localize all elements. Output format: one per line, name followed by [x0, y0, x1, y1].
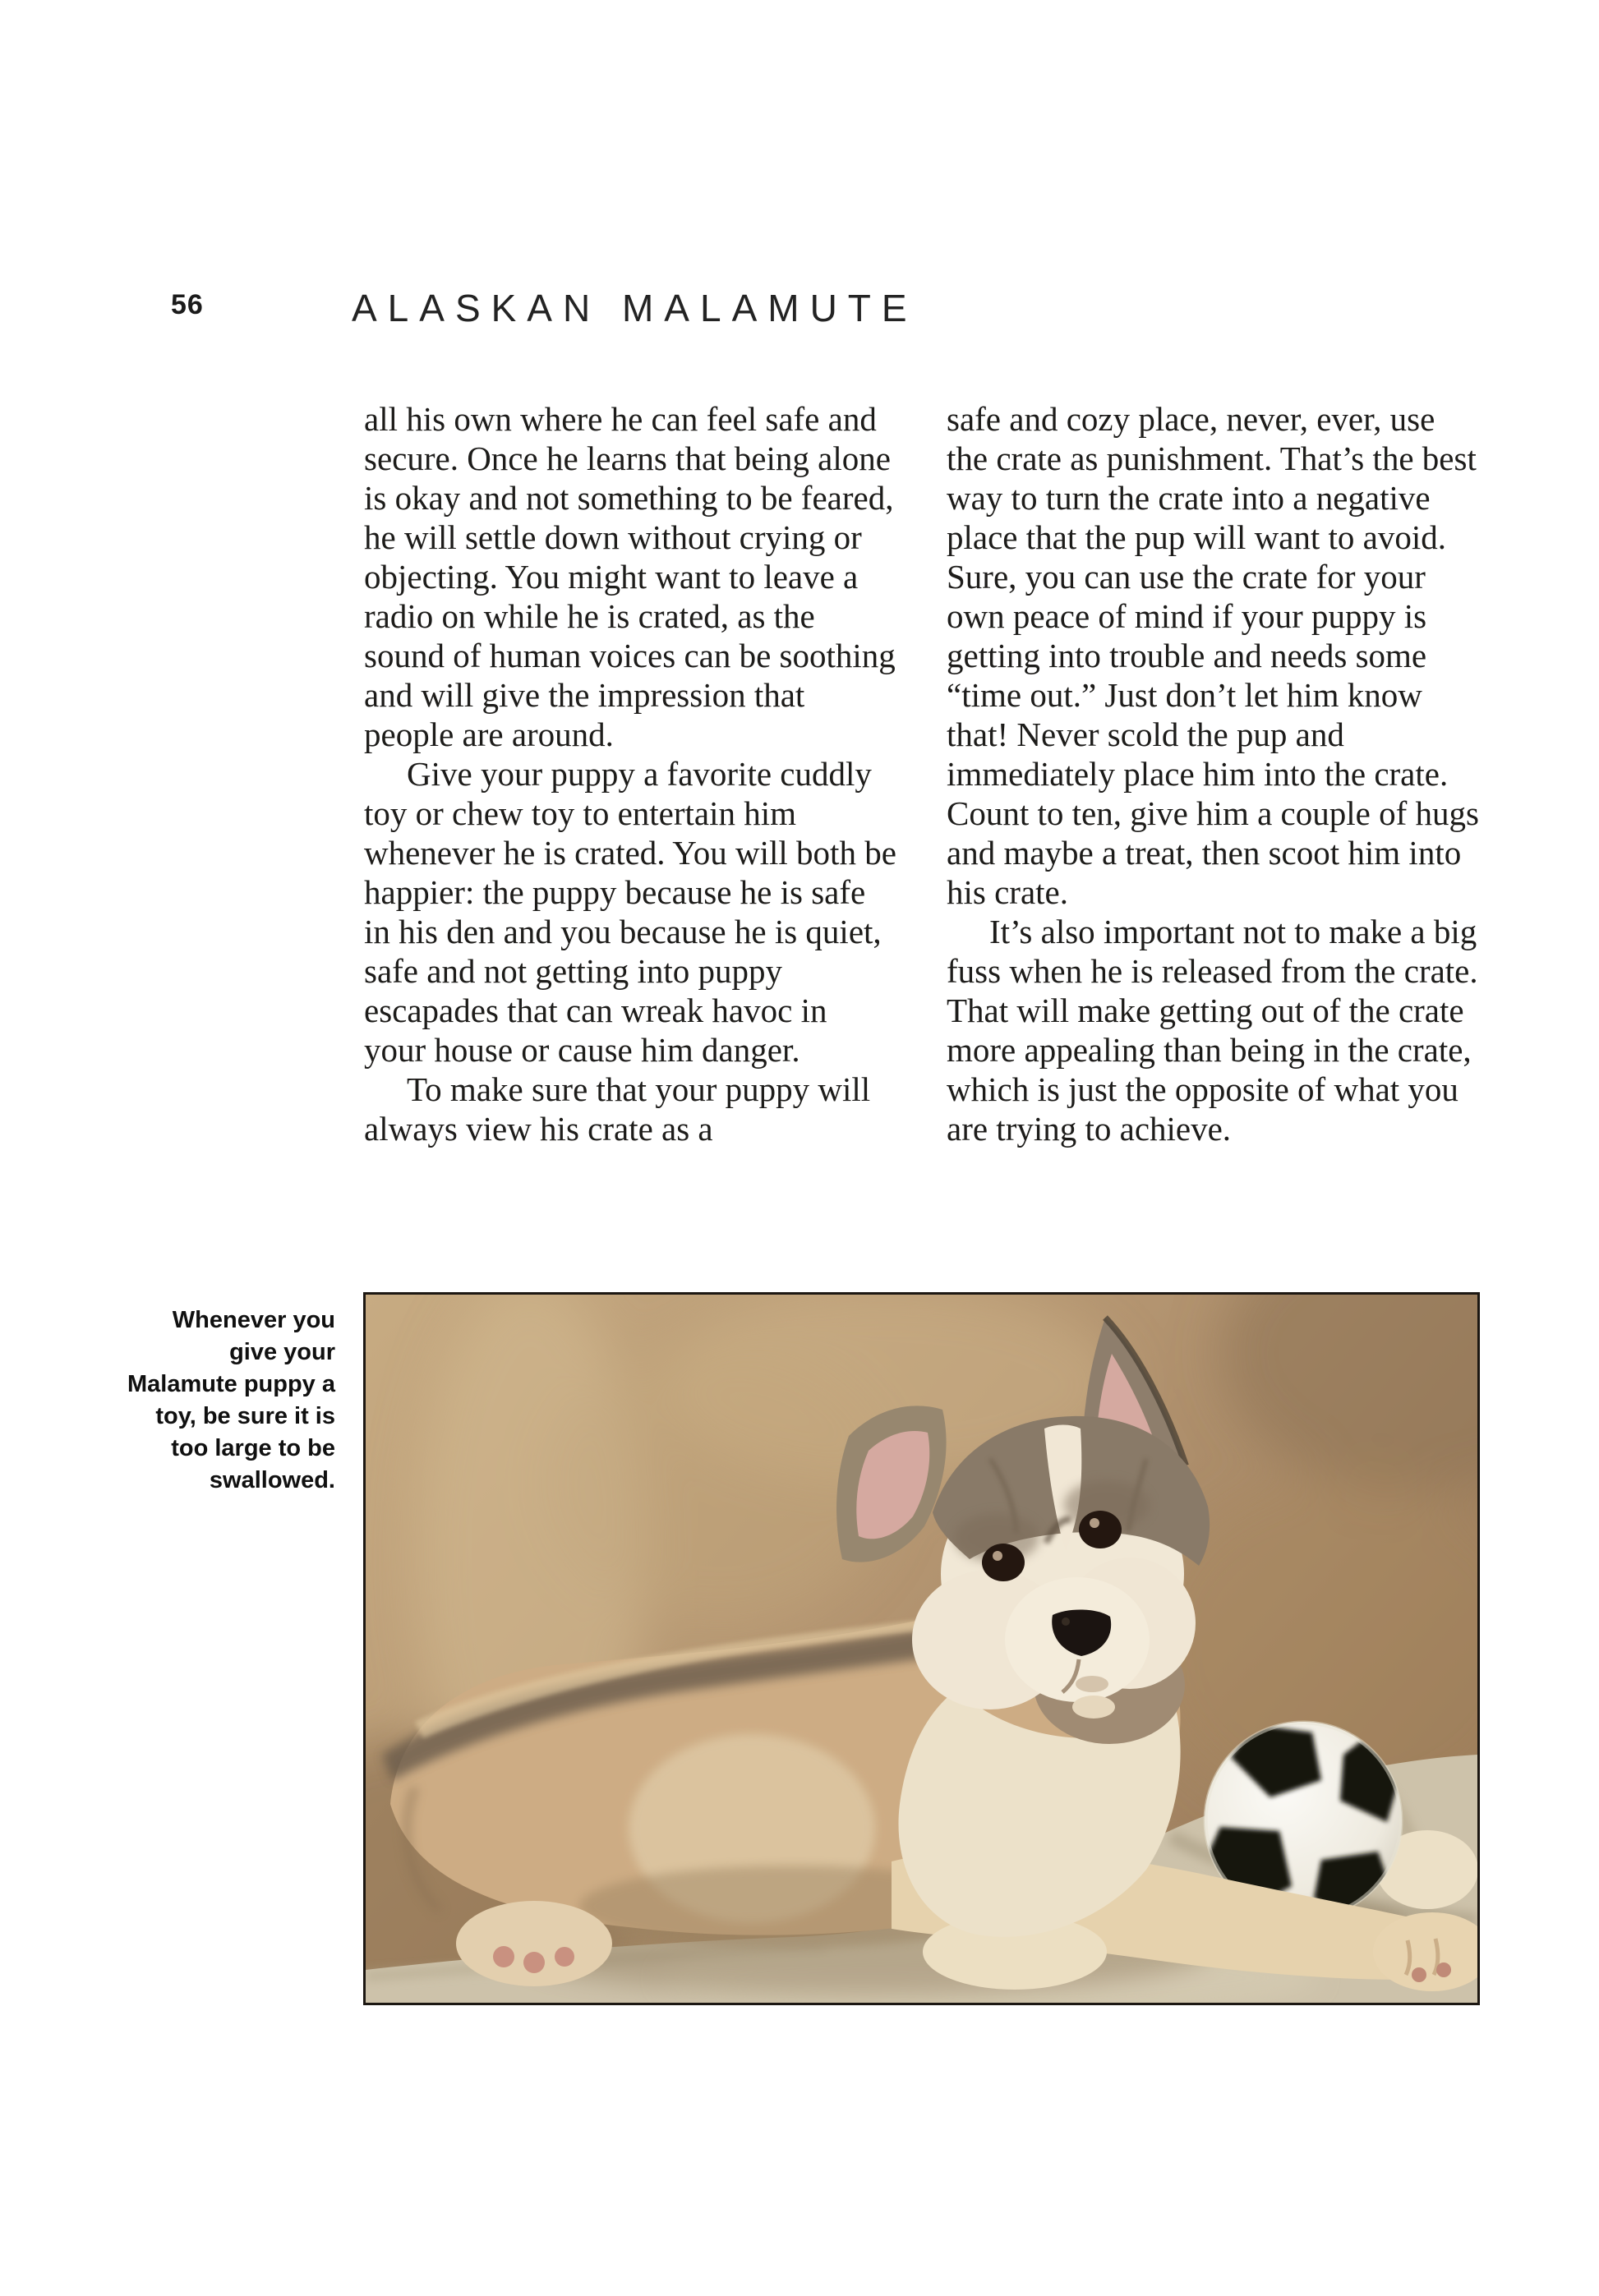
paragraph: To make sure that your puppy will always view his crate as a: [364, 1070, 871, 1148]
paragraph: safe and cozy place, never, ever, use the crate as punishment. That’s the best way to turn the crate into a negative place that the pup will want to avoid. Sure, you can use the crate for your own peace of mind if your puppy is getting into trouble and needs some “time out.” Just don’t let him know that! Never scold the pup and immediately place him into the crate. Count to ten, give him a couple of hugs and maybe a treat, then scoot him into his crate.: [947, 400, 1479, 911]
photo-caption: Whenever you give your Malamute puppy a toy, be sure it is too large to be swallowed.: [127, 1307, 335, 1493]
page-number: 56: [171, 289, 204, 320]
body-text-column-right: [947, 399, 1479, 1148]
puppy-photo: [363, 1292, 1480, 2005]
paragraph: all his own where he can feel safe and secure. Once he learns that being alone is okay and not something to be feared, he will settle down without crying or objecting. You might want to leave a radio on while he is crated, as the sound of human voices can be soothing and will give the impression that people are around.: [364, 400, 896, 753]
chapter-title: ALASKAN MALAMUTE: [352, 287, 918, 329]
paragraph: Give your puppy a favorite cuddly toy or chew toy to entertain him whenever he is crated. You will both be happier: the puppy because he is safe in his den and you because he is quiet, safe and not getting into puppy escapades that can wreak havoc in your house or cause him danger.: [364, 755, 896, 1069]
puppy-photo-illustration: [366, 1295, 1477, 2003]
paragraph: It’s also important not to make a big fuss when he is released from the crate. That will make getting out of the crate more appealing than being in the crate, which is just the opposite of what you are trying to achieve.: [947, 913, 1478, 1148]
body-text-column-left: [364, 399, 896, 1148]
